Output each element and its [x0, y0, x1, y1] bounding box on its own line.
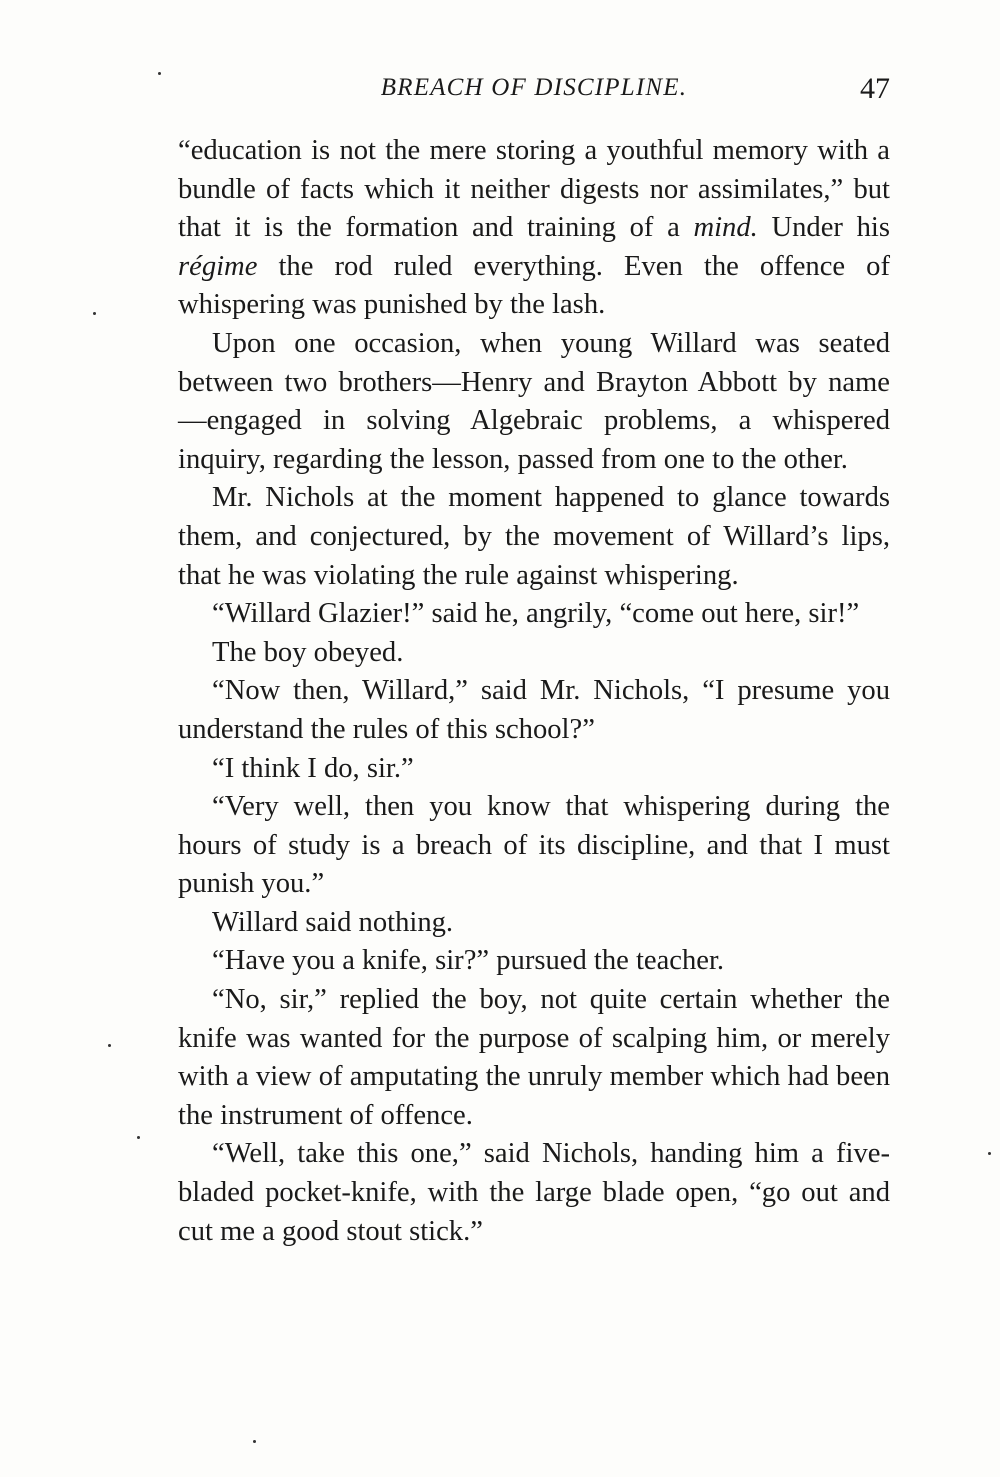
scan-speck — [108, 1044, 111, 1047]
paragraph — [178, 981, 890, 1135]
text-span: Mr. Nichols at the moment happened to glance towards them, and conjectured, by the movement of Willard’s lips, that he was violating the rule against whispering. — [178, 482, 890, 591]
paragraph — [178, 904, 890, 943]
paragraph — [178, 942, 890, 981]
paragraph — [178, 1135, 890, 1251]
scan-speck — [137, 1136, 140, 1139]
scan-speck — [988, 1152, 991, 1155]
text-span: “education is not the mere storing a youthful memory with a bundle of facts which it neither digests nor assimilates,” but that it is the formation and training of a — [178, 135, 890, 244]
body-text — [178, 132, 890, 1251]
page-number: 47 — [860, 72, 890, 105]
text-span: Willard said nothing. — [212, 906, 454, 938]
text-span: “No, sir,” replied the boy, not quite certain whether the knife was wanted for the purpose of scalping him, or merely with a view of amputating the unruly member which had been the instrument of offence. — [178, 984, 890, 1131]
paragraph — [178, 750, 890, 789]
text-span: The boy obeyed. — [212, 636, 404, 668]
paragraph — [178, 325, 890, 479]
running-head — [178, 72, 890, 112]
paragraph — [178, 595, 890, 634]
text-span: the rod ruled everything. Even the offence of whispering was punished by the lash. — [178, 250, 890, 321]
text-span: “Now then, Willard,” said Mr. Nichols, “I presume you understand the rules of this school?” — [178, 675, 890, 745]
paragraph — [178, 788, 890, 904]
running-title: BREACH OF DISCIPLINE. — [380, 74, 688, 101]
emphasis-text: régime — [178, 250, 258, 282]
paragraph — [178, 672, 890, 749]
text-span: “Well, take this one,” said Nichols, handing him a five-bladed pocket-knife, with the large blade open, “go out and cut me a good stout stick.” — [178, 1138, 890, 1247]
text-span: Upon one occasion, when young Willard was seated between two brothers—Henry and Brayton Abbott by name—engaged in solving Algebraic problems, a whispered inquiry, regarding the lesson, passed from one to the other. — [178, 327, 890, 475]
text-span: Under his — [757, 212, 890, 244]
paragraph — [178, 479, 890, 595]
paragraph — [178, 132, 890, 325]
text-span: “Willard Glazier!” said he, angrily, “come out here, sir!” — [212, 598, 860, 630]
scan-speck — [158, 72, 161, 75]
paragraph — [178, 634, 890, 673]
scan-speck — [93, 312, 96, 315]
text-span: “Very well, then you know that whispering during the hours of study is a breach of its discipline, and that I must punish you.” — [178, 791, 890, 900]
text-span: “I think I do, sir.” — [212, 752, 414, 784]
text-span: “Have you a knife, sir?” pursued the teacher. — [212, 945, 725, 977]
emphasis-text: mind. — [693, 212, 758, 244]
scan-speck — [253, 1440, 256, 1443]
